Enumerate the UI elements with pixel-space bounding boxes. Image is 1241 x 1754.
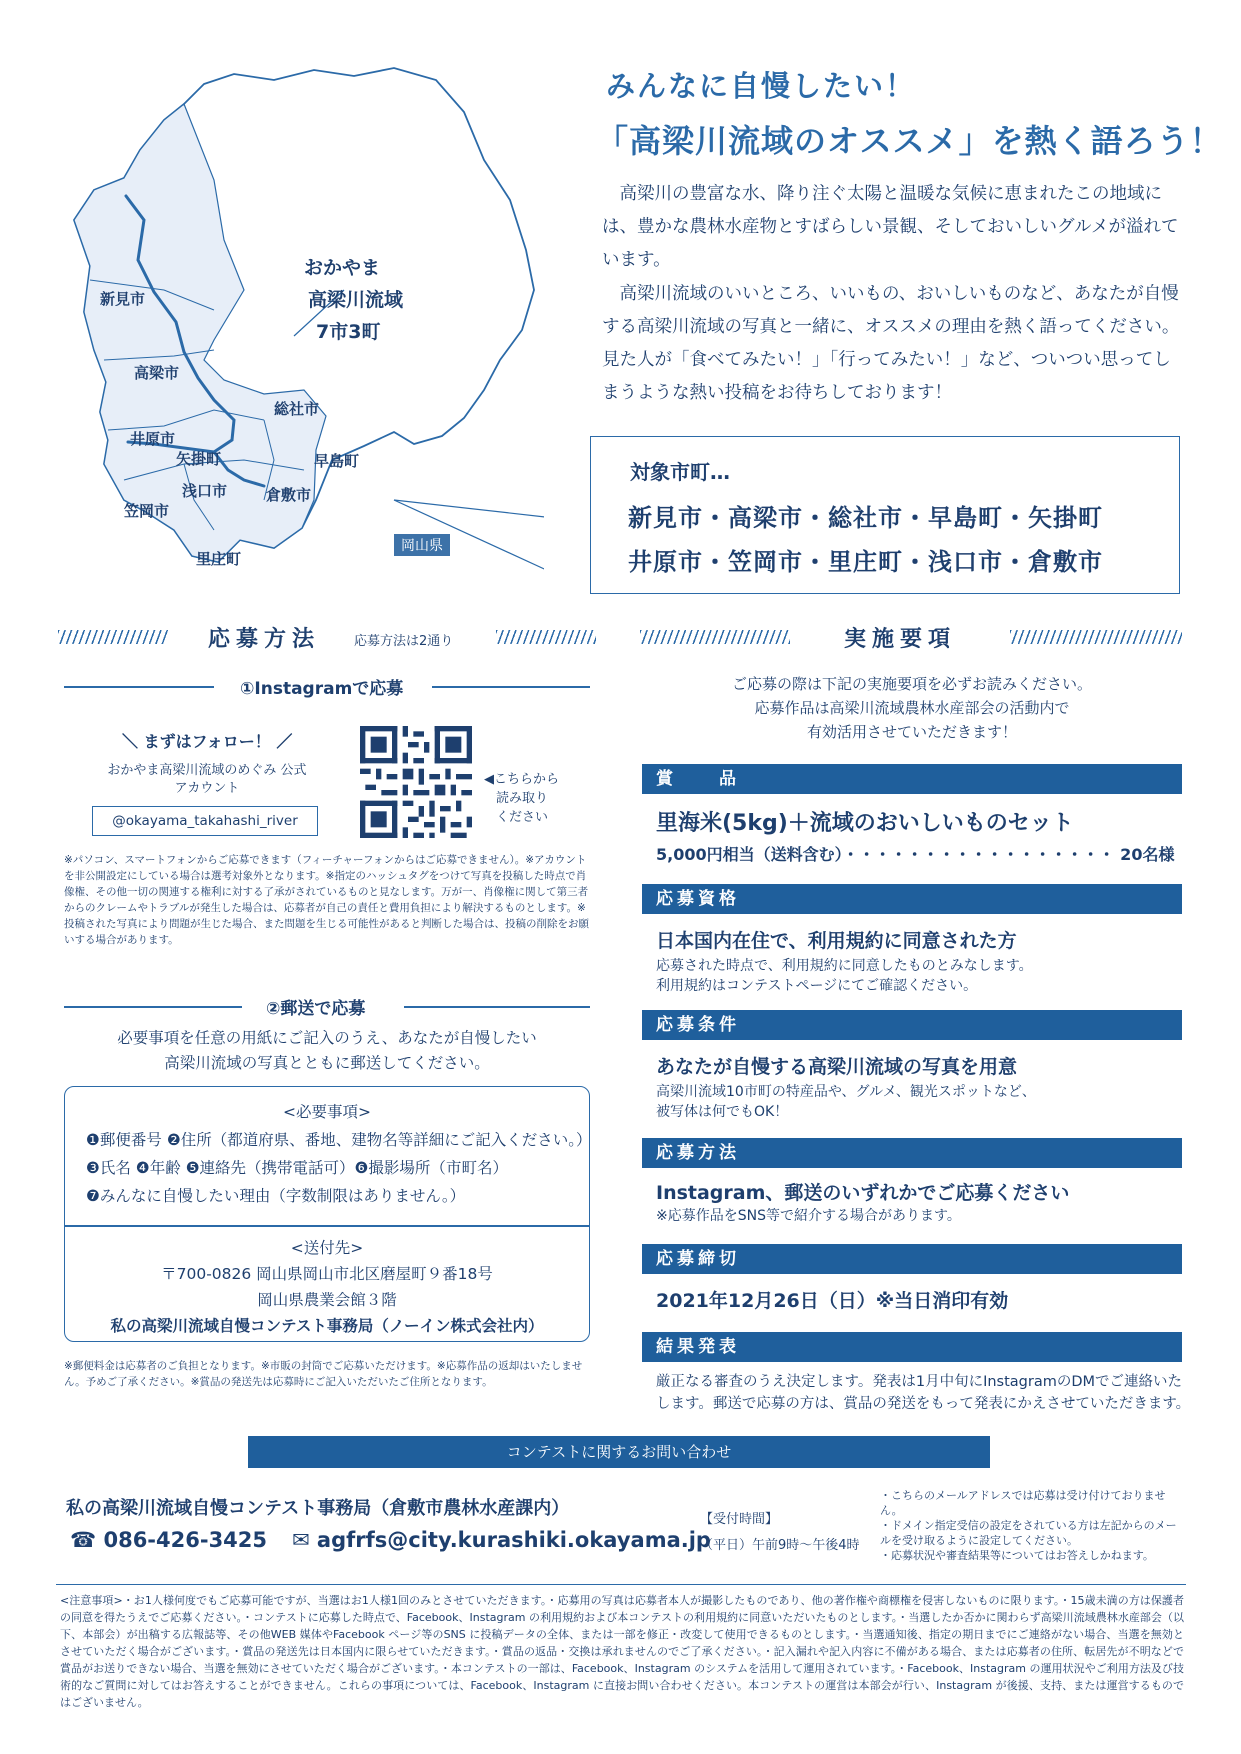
results-note-1: 厳正なる審査のうえ決定します。発表は1月中旬にInstagramのDMでご連絡いた xyxy=(656,1374,1183,1390)
contact-notes: ・こちらのメールアドレスでは応募は受け付けておりません。 ・ドメイン指定受信の設定をされている方は左記からのメールを受け取るように設定してください。 ・応募状況や審査結果等についてはお答えしかねます。 xyxy=(880,1489,1177,1562)
contact-office: 私の高梁川流域自慢コンテスト事務局（倉敷市農林水産課内） xyxy=(66,1498,570,1519)
instagram-heading: ①Instagramで応募 xyxy=(240,679,404,699)
hatch-decoration xyxy=(640,630,790,644)
hours: （平日）午前9時〜午後4時 xyxy=(700,1538,860,1553)
eligibility-main: 日本国内在住で、利用規約に同意された方 xyxy=(656,930,1017,952)
account-description: おかやま高梁川流域のめぐみ 公式アカウント xyxy=(107,763,307,796)
results-note-2: します。郵送で応募の方は、賞品の発送をもって発表にかえさせていただきます。 xyxy=(656,1396,1191,1412)
prize-main: 里海米(5kg)＋流域のおいしいものセット xyxy=(656,811,1074,836)
required-line-2: ❸氏名 ❹年齢 ❺連絡先（携帯電話可）❻撮影場所（市町名） xyxy=(86,1159,508,1177)
intro-paragraph-2: 高梁川流域のいいところ、いいもの、おいしいものなど、あなたが自慢する高梁川流域の写真と一緒に、オススメの理由を熱く語ってください。見た人が「食べてみたい！」「行ってみたい！」など、ついつい思ってしまうような熱い投稿をお待ちしております！ xyxy=(602,284,1180,403)
conditions-bar: 応募条件 xyxy=(642,1010,1182,1040)
eligibility-note-2: 利用規約はコンテストページにてご確認ください。 xyxy=(656,978,978,994)
eligibility-note-1: 応募された時点で、利用規約に同意したものとみなします。 xyxy=(656,958,1033,974)
guide-intro: ご応募の際は下記の実施要項を必ずお読みください。 応募作品は高梁川流域農林水産部会の活動内で 有効活用させていただきます！ xyxy=(731,675,1092,741)
target-area-line-2: 井原市・笠岡市・里庄町・浅口市・倉敷市 xyxy=(628,548,1103,576)
follow-prompt: ＼ まずはフォロー！ ／ xyxy=(122,732,293,751)
apply-section-subtitle: 応募方法は2通り xyxy=(354,634,454,649)
required-line-3: ❼みんなに自慢したい理由（字数制限はありません。） xyxy=(86,1187,466,1205)
label-kasaoka: 笠岡市 xyxy=(124,502,170,520)
method-bar: 応募方法 xyxy=(642,1138,1182,1168)
label-niimi: 新見市 xyxy=(100,290,146,308)
label-ibara: 井原市 xyxy=(130,430,176,448)
label-soja: 総社市 xyxy=(274,400,320,418)
send-title: <送付先> xyxy=(290,1239,364,1257)
qr-note: ◀こちらから 読み取り ください xyxy=(484,772,559,825)
hatch-decoration xyxy=(1010,630,1182,644)
footer-notes: <注意事項>・お1人様何度でもご応募可能ですが、当選はお1人様1回のみとさせていただきます。・応募用の写真は応募者本人が撮影したものであり、他の著作権や商標権を侵害しないものに限ります。・15歳未満の方は保護者の同意を得たうえでご応募ください。・コンテストに応募した時点で、Facebook、Instagram の利用規約および本コンテストの利用規約に同意いただいたものとします。・当選したか否かに関わらず高梁川流域農林水産部会（以下、本部会）が出稿する広報誌等、その他WEB 媒体やFacebook ページ等のSNS に投稿データの全体、または一部を修正・改変して使用できるものとします。・当選通知後、指定の期日までにご連絡がない場合、当選を無効とさせていただく場合がございます。・賞品の発送先は日本国内に限らせていただきます。・賞品の返品・交換は承れませんのでご了承ください。・記入漏れや記入内容に不備がある場合、または応募者の住所、転居先が不明などで賞品がお送りできない場合、当選を無効にさせていただく場合がございます。・本コンテストの一部は、Facebook、Instagram のシステムを活用して運用されています。・Facebook、Instagram の運用状況やご利用方法及び技術的なご質問に対してはお答えすることができません。これらの事項については、Facebook、Instagram に直接お問い合わせください。本コンテストの運営は本部会が行い、Instagram が後援、支持、または運営するものではございません。 xyxy=(60,1594,1184,1709)
mail-icon: ✉ xyxy=(292,1528,317,1552)
guide-section-title: 実施要項 xyxy=(844,627,957,652)
label-hayashima: 早島町 xyxy=(314,452,360,470)
deadline-main: 2021年12月26日（日）※当日消印有効 xyxy=(656,1290,1009,1312)
map-caption-1: おかやま xyxy=(304,257,381,279)
phone-icon: ☎ xyxy=(70,1528,104,1552)
label-kurashiki: 倉敷市 xyxy=(266,486,312,504)
instagram-account-handle[interactable]: @okayama_takahashi_river xyxy=(92,806,318,836)
contact-phone[interactable]: ☎ 086-426-3425 xyxy=(70,1528,268,1552)
required-line-1: ❶郵便番号 ❷住所（都道府県、番地、建物名等詳細にご記入ください。） xyxy=(86,1131,592,1149)
send-office: 私の高梁川流域自慢コンテスト事務局（ノーイン株式会社内） xyxy=(110,1317,544,1335)
okayama-map xyxy=(64,60,544,580)
label-asakuchi: 浅口市 xyxy=(182,482,228,500)
contact-bar: コンテストに関するお問い合わせ xyxy=(248,1436,990,1468)
headline-2: 「高梁川流域のオススメ」を熱く語ろう！ xyxy=(596,122,1223,160)
eligibility-bar: 応募資格 xyxy=(642,884,1182,914)
qr-code[interactable] xyxy=(360,726,472,838)
mail-heading: ②郵送で応募 xyxy=(266,999,366,1019)
apply-section-title: 応募方法 xyxy=(208,627,321,652)
label-yakage: 矢掛町 xyxy=(176,450,222,468)
required-title: <必要事項> xyxy=(283,1103,371,1121)
deadline-bar: 応募締切 xyxy=(642,1244,1182,1274)
method-main: Instagram、郵送のいずれかでご応募ください xyxy=(656,1182,1070,1204)
intro-paragraph-1: 高梁川の豊富な水、降り注ぐ太陽と温暖な気候に恵まれたこの地域には、豊かな農林水産物とすばらしい景観、そしておいしいグルメが溢れています。 xyxy=(602,184,1179,270)
map-caption-2: 高梁川流域 xyxy=(308,289,404,311)
map-caption-3: 7市3町 xyxy=(316,321,381,343)
mail-note: ※郵便料金は応募者のご負担となります。※市販の封筒でご応募いただけます。※応募作品の返却はいたしません。予めご了承ください。※賞品の発送先は応募時にご記入いただいたご住所となります。 xyxy=(64,1360,583,1388)
contact-email[interactable]: ✉ agfrfs@city.kurashiki.okayama.jp xyxy=(292,1528,711,1552)
label-satosho: 里庄町 xyxy=(196,550,242,568)
hatch-decoration xyxy=(58,630,168,644)
send-address-2: 岡山県農業会館３階 xyxy=(257,1291,397,1309)
prize-bar: 賞 品 xyxy=(642,764,1182,794)
conditions-main: あなたが自慢する高梁川流域の写真を用意 xyxy=(656,1056,1018,1078)
target-area-title: 対象市町… xyxy=(630,460,730,484)
hatch-decoration xyxy=(496,630,596,644)
hours-label: 【受付時間】 xyxy=(700,1512,779,1527)
results-bar: 結果発表 xyxy=(642,1332,1182,1362)
label-takahashi: 高梁市 xyxy=(134,364,180,382)
instagram-note: ※パソコン、スマートフォンからご応募できます（フィーチャーフォンからはご応募できません）。※アカウントを非公開設定にしている場合は選考対象外となります。※指定のハッシュタグをつけて写真を投稿した時点で肖像権、その他一切の関連する権利に対する了承がされているものと見なします。万が一、肖像権に関して第三者からのクレームやトラブルが発生した場合は、応募者が自己の責任と費用負担により解決するものとします。※投稿された写真により問題が生じた場合、また問題を生じる可能性があると判断した場合は、投稿の削除をお願いする場合があります。 xyxy=(64,854,589,946)
prize-value: 5,000円相当（送料含む）・・・・・・・・・・・・・・・・・ 20名様 xyxy=(656,845,1175,864)
send-address-1: 〒700-0826 岡山県岡山市北区磨屋町９番18号 xyxy=(161,1265,493,1283)
prefecture-badge: 岡山県 xyxy=(401,538,443,554)
headline-1: みんなに自慢したい！ xyxy=(606,69,917,103)
mail-description: 必要事項を任意の用紙にご記入のうえ、あなたが自慢したい 高梁川流域の写真とともに郵送してください。 xyxy=(117,1029,537,1072)
conditions-note-1: 高梁川流域10市町の特産品や、グルメ、観光スポットなど、 xyxy=(656,1084,1036,1100)
target-area-line-1: 新見市・高梁市・総社市・早島町・矢掛町 xyxy=(628,504,1103,532)
conditions-note-2: 被写体は何でもOK！ xyxy=(656,1104,789,1120)
method-note: ※応募作品をSNS等で紹介する場合があります。 xyxy=(656,1208,961,1224)
